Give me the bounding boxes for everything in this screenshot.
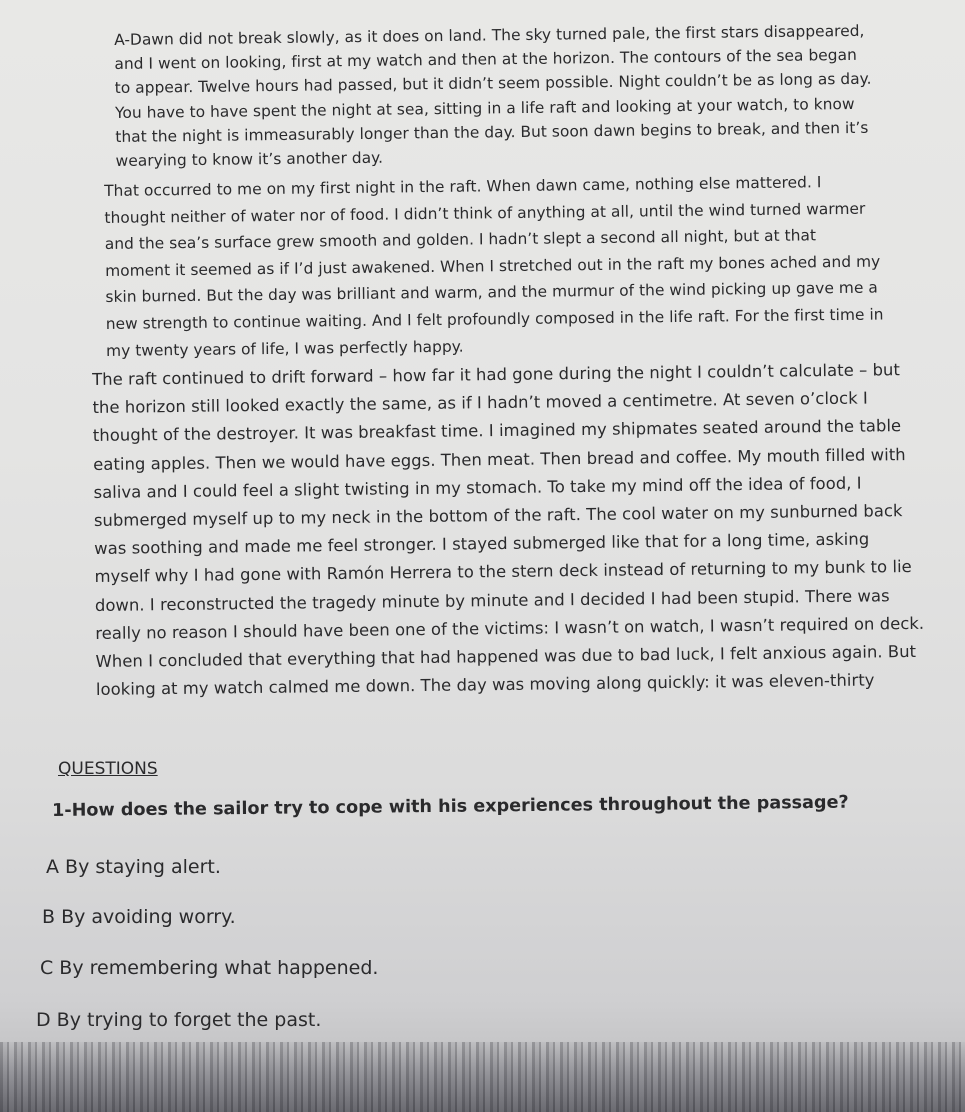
scan-noise-strip bbox=[0, 1042, 965, 1112]
passage-paragraph-3: The raft continued to drift forward – how far it had gone during the night I couldn’t calculate – but the horizon still looked exactly the same, as if I hadn’t moved a centimetre. At seven o’clock I thought of the destroyer. It was breakfast time. I imagined my shipmates seated around the table eating apples. Then we would have eggs. Then meat. Then bread and coffee. My mouth filled with saliva and I could feel a slight twisting in my stomach. To take my mind off the idea of food, I submerged myself up to my neck in the bottom of the raft. The cool water on my sunburned back was soothing and made me feel stronger. I stayed submerged like that for a long time, asking myself why I had gone with Ramón Herrera to the stern deck instead of returning to my bunk to lie down. I reconstructed the tragedy minute by minute and I decided I had been stupid. There was really no reason I should have been one of the victims: I wasn’t on watch, I wasn’t required on deck. When I concluded that everything that had happened was due to bad luck, I felt anxious again. But looking at my watch calmed me down. The day was moving along quickly: it was eleven-thirty bbox=[92, 360, 925, 700]
passage-paragraph-2: That occurred to me on my first night in the raft. When dawn came, nothing else mattered. I thought neither of water nor of food. I didn’t think of anything at all, until the wind turned warmer and the sea’s surface grew smooth and golden. I hadn’t slept a second all night, but at that moment it seemed as if I’d just awakened. When I stretched out in the raft my bones ached and my skin burned. But the day was brilliant and warm, and the murmur of the wind picking up gave me a new strength to continue waiting. And I felt profoundly composed in the life raft. For the first time in my twenty years of life, I was perfectly happy. bbox=[104, 173, 884, 360]
answer-option-c: C By remembering what happened. bbox=[40, 957, 379, 979]
answer-option-b: B By avoiding worry. bbox=[42, 906, 236, 928]
questions-heading: QUESTIONS bbox=[58, 759, 158, 779]
question-1: 1-How does the sailor try to cope with his experiences throughout the passage? bbox=[52, 792, 849, 821]
answer-option-d: D By trying to forget the past. bbox=[36, 1009, 322, 1031]
answer-option-a: A By staying alert. bbox=[46, 856, 221, 878]
passage-paragraph-1: A-Dawn did not break slowly, as it does on land. The sky turned pale, the first stars disappeared, and I went on looking, first at my watch and then at the horizon. The contours of the sea began to appear. Twelve hours had passed, but it didn’t seem possible. Night couldn’t be as long as day. You have to have spent the night at sea, sitting in a life raft and looking at your watch, to know that the night is immeasurably longer than the day. But soon dawn begins to break, and then it’s wearying to know it’s another day. bbox=[114, 21, 872, 171]
